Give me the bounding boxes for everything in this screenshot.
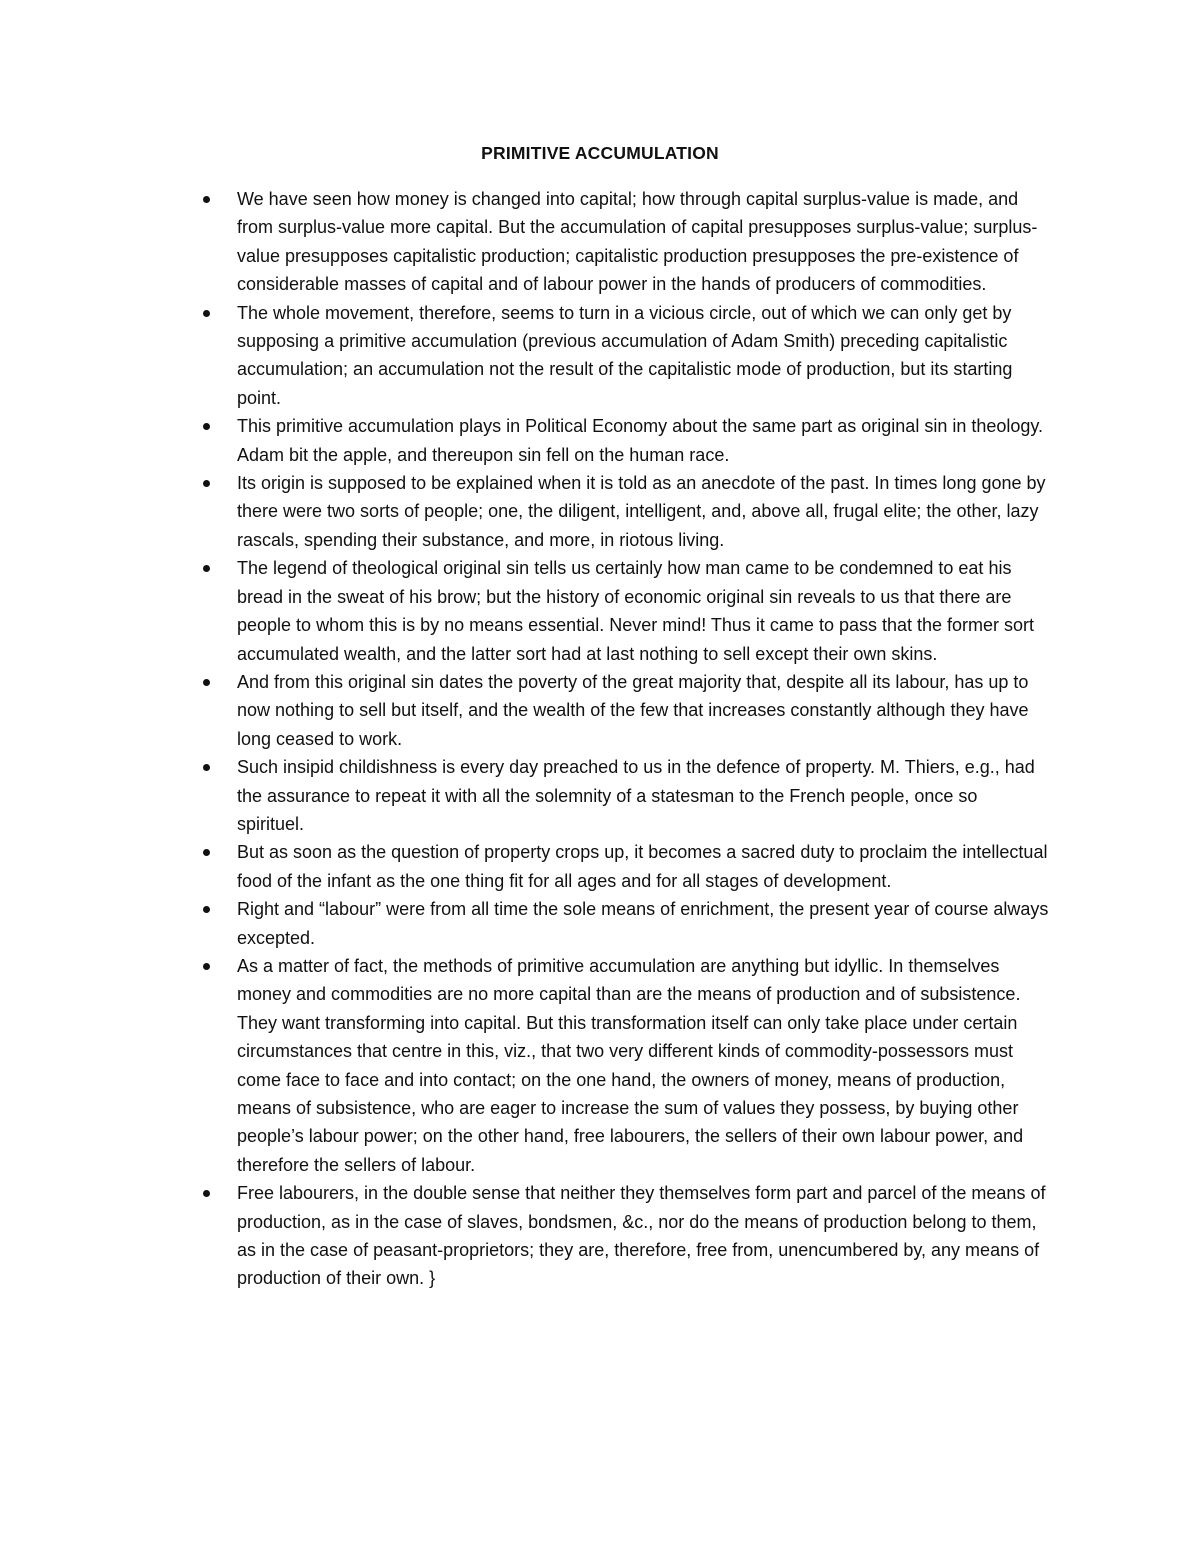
bullet-text: Such insipid childishness is every day preached to us in the defence of property. M. Thiers, e.g., had the assurance to repeat it with all the solemnity of a statesman to the French people, once so spirituel. <box>237 757 1035 834</box>
bullet-item-4 <box>237 469 1049 554</box>
bullet-text: Right and “labour” were from all time the sole means of enrichment, the present year of course always excepted. <box>237 899 1049 948</box>
bullet-icon <box>203 764 210 771</box>
bullet-item-1 <box>237 185 1049 299</box>
bullet-text: But as soon as the question of property crops up, it becomes a sacred duty to proclaim the intellectual food of the infant as the one thing fit for all ages and for all stages of development. <box>237 842 1048 891</box>
bullet-item-2 <box>237 299 1049 413</box>
bullet-text: And from this original sin dates the poverty of the great majority that, despite all its labour, has up to now nothing to sell but itself, and the wealth of the few that increases constantly although they have long ceased to work. <box>237 671 1029 749</box>
bullet-item-7 <box>237 753 1049 838</box>
bullet-item-5 <box>237 554 1049 668</box>
bullet-icon <box>203 196 210 203</box>
bullet-item-9 <box>237 895 1049 952</box>
bullet-icon <box>203 1190 210 1197</box>
bullet-text: As a matter of fact, the methods of primitive accumulation are anything but idyllic. In themselves money and commodities are no more capital than are the means of production and of subsistence. They want transforming into capital. But this transformation itself can only take place under certain circumstances that centre in this, viz., that two very different kinds of commodity-possessors must come face to face and into contact; on the one hand, the owners of money, means of production, means of subsistence, who are eager to increase the sum of values they possess, by buying other people’s labour power; on the other hand, free labourers, the sellers of their own labour power, and therefore the sellers of labour. <box>237 955 1024 1175</box>
bullet-text: This primitive accumulation plays in Political Economy about the same part as original sin in theology. Adam bit the apple, and thereupon sin fell on the human race. <box>237 416 1044 465</box>
bullet-list <box>237 185 1049 1293</box>
bullet-item-11 <box>237 1179 1049 1293</box>
bullet-icon <box>203 849 210 856</box>
bullet-icon <box>203 480 210 487</box>
bullet-item-3 <box>237 412 1049 469</box>
bullet-item-10 <box>237 952 1049 1179</box>
bullet-icon <box>203 679 210 686</box>
bullet-icon <box>203 906 210 913</box>
bullet-icon <box>203 963 210 970</box>
bullet-item-8 <box>237 838 1049 895</box>
bullet-text: Free labourers, in the double sense that neither they themselves form part and parcel of the means of production, as in the case of slaves, bondsmen, &c., nor do the means of production belong to them, as in the case of peasant-proprietors; they are, therefore, free from, unencumbered by, any means of production of their own. } <box>237 1183 1046 1289</box>
bullet-text: The legend of theological original sin tells us certainly how man came to be condemned to eat his bread in the sweat of his brow; but the history of economic original sin reveals to us that there are people to whom this is by no means essential. Never mind! Thus it came to pass that the former sort accumulated wealth, and the latter sort had at last nothing to sell except their own skins. <box>237 558 1035 664</box>
bullet-text: The whole movement, therefore, seems to turn in a vicious circle, out of which we can only get by supposing a primitive accumulation (previous accumulation of Adam Smith) preceding capitalistic accumulation; an accumulation not the result of the capitalistic mode of production, but its starting point. <box>237 302 1013 408</box>
bullet-text: We have seen how money is changed into capital; how through capital surplus-value is made, and from surplus-value more capital. But the accumulation of capital presupposes surplus-value; surplus-value presupposes capitalistic production; capitalistic production presupposes the pre-existence of considerable masses of capital and of labour power in the hands of producers of commodities. <box>237 189 1038 295</box>
bullet-item-6 <box>237 668 1049 753</box>
bullet-icon <box>203 310 210 317</box>
bullet-icon <box>203 423 210 430</box>
document-title: PRIMITIVE ACCUMULATION <box>481 143 719 163</box>
bullet-text: Its origin is supposed to be explained when it is told as an anecdote of the past. In times long gone by there were two sorts of people; one, the diligent, intelligent, and, above all, frugal elite; the other, lazy rascals, spending their substance, and more, in riotous living. <box>237 473 1046 550</box>
bullet-icon <box>203 565 210 572</box>
